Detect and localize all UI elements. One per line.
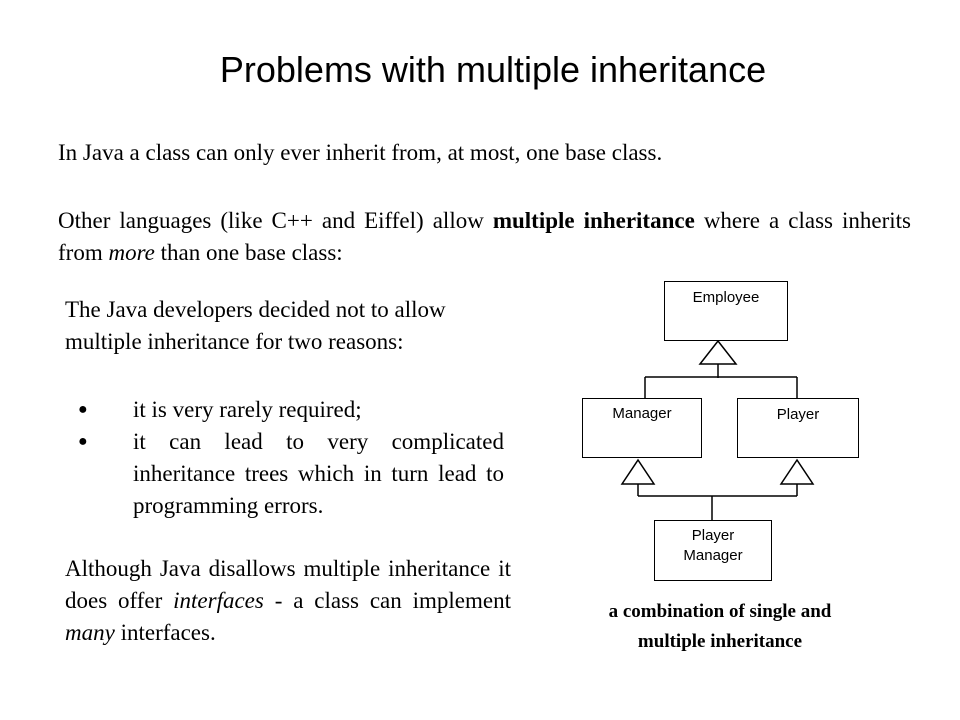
other-languages-text-1: Other languages (like C++ and Eiffel) allow <box>58 208 493 233</box>
many-emphasis: many <box>65 620 115 645</box>
player-manager-label-line1: Player <box>691 527 735 544</box>
player-class-label: Player <box>776 406 820 423</box>
java-decision-paragraph: The Java developers decided not to allow multiple inheritance for two reasons: <box>65 297 446 354</box>
interfaces-text-2: - a class can implement <box>263 588 511 613</box>
more-emphasis: more <box>108 240 155 265</box>
player-manager-class-box <box>654 520 772 581</box>
inheritance-arrow-employee <box>700 341 736 364</box>
player-manager-label-line2: Manager <box>683 547 743 564</box>
intro-paragraph: In Java a class can only ever inherit from, at most, one base class. <box>58 140 663 165</box>
interfaces-emphasis: interfaces <box>173 588 264 613</box>
employee-class-label: Employee <box>692 289 760 306</box>
interfaces-text-1: Although Java disallows multiple inheritance it does offer <box>65 556 511 613</box>
interfaces-text-3: interfaces. <box>114 620 216 645</box>
other-languages-text-2: where a class inherits from <box>58 208 911 265</box>
reason-text: it can lead to very complicated inheritance trees which in turn lead to programming errors. <box>133 429 504 518</box>
caption-line-2: multiple inheritance <box>637 631 803 652</box>
manager-class-label: Manager <box>612 405 672 422</box>
inheritance-arrow-player <box>781 460 813 484</box>
caption-line-1: a combination of single and <box>608 601 832 622</box>
slide-title: Problems with multiple inheritance <box>219 49 767 90</box>
manager-class-box <box>582 398 702 458</box>
player-class-box <box>737 398 859 458</box>
inheritance-arrow-manager <box>622 460 654 484</box>
bullet-dot-icon: ● <box>78 401 88 418</box>
other-languages-text-3: than one base class: <box>154 240 343 265</box>
diagram-caption <box>560 597 880 657</box>
bullet-dot-icon: ● <box>78 433 88 450</box>
reason-text: it is very rarely required; <box>133 397 362 422</box>
multiple-inheritance-term: multiple inheritance <box>492 208 695 233</box>
employee-class-box <box>664 281 788 341</box>
